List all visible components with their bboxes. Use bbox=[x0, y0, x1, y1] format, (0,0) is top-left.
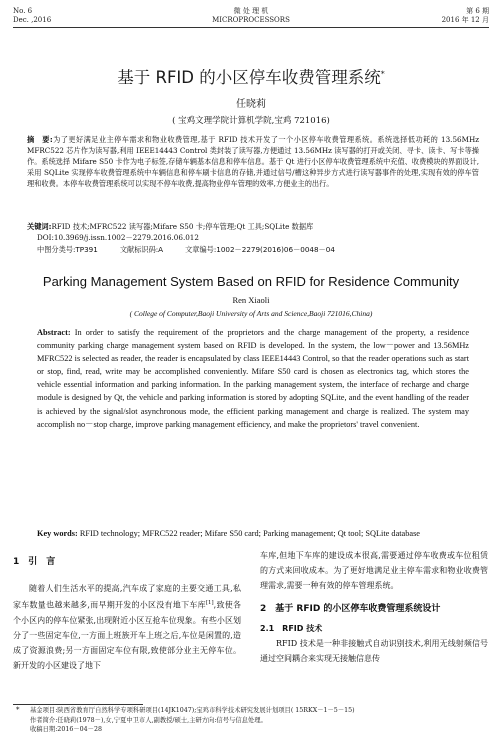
footnote-author-bio: 作者简介:任晓莉(1978－),女,宁夏中卫市人,副教授/硕士,主研方向:信号与信息处理。 bbox=[30, 716, 267, 724]
doi: DOI:10.3969/j.issn.1002－2279.2016.06.012 bbox=[37, 233, 199, 242]
footnote-received-date: 收稿日期:2016－04－28 bbox=[30, 726, 102, 733]
paper-title-cn bbox=[0, 64, 502, 88]
keywords-en bbox=[37, 527, 469, 540]
footnote-divider bbox=[13, 704, 143, 705]
clc-number: 中图分类号:TP391 bbox=[37, 245, 98, 254]
header-journal-en: MICROPROCESSORS bbox=[212, 16, 290, 24]
keywords-cn-label: 关键词: bbox=[27, 222, 52, 231]
affiliation-cn: ( 宝鸡文理学院计算机学院,宝鸡 721016) bbox=[172, 116, 330, 126]
footnote bbox=[30, 706, 485, 735]
section-2-1-text: RFID 技术是一种非接触式自动识别技术,利用无线射频信号通过空间耦合来实现无接触信息传 bbox=[260, 639, 488, 663]
article-number: 文章编号:1002－2279(2016)06－0048－04 bbox=[185, 245, 335, 254]
paper-title-cn-text: 基于 RFID 的小区停车收费管理系统 bbox=[117, 68, 381, 87]
keywords-en-text: RFID technology; MFRC522 reader; Mifare S50 card; Parking management; Qt tool; SQLite database bbox=[79, 529, 420, 538]
paper-title-en: Parking Management System Based on RFID for Residence Community bbox=[42, 274, 460, 289]
abstract-cn-text: 为了更好满足业主停车需求和物业收费管理,基于 RFID 技术开发了一个小区停车收费管理系统。系统选择低功耗的 13.56MHz MFRC522 芯片作为读写器,利用 IEEE14443 Control 类封装了读写器,方便通过 13.56MHz 读写器的打开或关闭、寻卡、读卡、写卡等操作。系统选择 Mifare S50 卡作为电子标签,存储车辆基本信息和停车信息。基于 Qt 进行小区停车收费管理系统中充值、收费模块的界面设计,采用 SQLite 实现停车收费管理系统中车辆信息和停车刷卡信息的存储,并通过信号/槽这种异步方式进行读写器事件的处理,实现有效的停车管理和收费。本停车收费管理系统可以实现不停车收费,提高物业停车管理的效率,方便业主的出行。 bbox=[27, 135, 480, 188]
section-2-1-title: 2.1 RFID 技术 bbox=[260, 624, 323, 633]
section-2-title: 2 基于 RFID 的小区停车收费管理系统设计 bbox=[260, 604, 441, 614]
section-1-paragraph bbox=[13, 581, 241, 673]
section-1-text-b: ,致使各个小区内的停车位紧张,出现附近小区互抢车位现象。有些小区划分了一些固定车位,一方面上班族开车上班之后,车位是闲置的,造成了资源浪费;另一方面固定车位有限,致使部分业主无停车位。新开发的小区建设了地下 bbox=[13, 600, 242, 670]
abstract-en-label: Abstract: bbox=[37, 328, 71, 337]
author-cn: 任晓莉 bbox=[236, 99, 266, 110]
author-en: Ren Xiaoli bbox=[232, 295, 270, 305]
left-column bbox=[13, 581, 241, 673]
header-issue-date: Dec. ,2016 bbox=[13, 16, 52, 24]
header-issue-date-cn: 2016 年 12 月 bbox=[441, 16, 489, 24]
section-1-continued: 车库,但地下车库的建设成本很高,需要通过停车收费或车位租赁的方式来回收成本。为了更好地满足业主停车需求和物业收费管理需求,需要一种有效的停车管理系统。 bbox=[260, 551, 488, 590]
header-issue-cn bbox=[442, 7, 489, 25]
keywords-cn bbox=[27, 221, 479, 232]
section-1-title: 1 引 言 bbox=[13, 557, 56, 567]
right-column bbox=[260, 548, 488, 666]
header-issue-number-cn: 第 6 期 bbox=[466, 7, 489, 15]
abstract-cn bbox=[27, 134, 479, 189]
abstract-cn-label: 摘 要: bbox=[27, 135, 53, 144]
footnote-mark: * bbox=[16, 706, 20, 714]
header-journal-cn: 微 处 理 机 bbox=[233, 7, 269, 15]
footnote-funding: 基金项目:陕西省教育厅自然科学专项科研项目(14JK1047);宝鸡市科学技术研究发展计划项目( 15RKX－1－5－15) bbox=[30, 707, 355, 714]
affiliation-en: ( College of Computer,Baoji University of Arts and Science,Baoji 721016,China) bbox=[129, 309, 373, 318]
abstract-en bbox=[37, 326, 469, 431]
citation-1[interactable]: [1] bbox=[205, 600, 214, 606]
header-issue-number: No. 6 bbox=[13, 7, 33, 15]
document-code: 文献标识码:A bbox=[119, 245, 164, 254]
keywords-en-label: Key words: bbox=[37, 529, 78, 538]
header-journal bbox=[0, 7, 502, 25]
keywords-cn-text: RFID 技术;MFRC522 读写器;Mifare S50 卡;停车管理;Qt 工具;SQLite 数据库 bbox=[51, 222, 314, 231]
header-divider bbox=[13, 27, 489, 28]
classification bbox=[37, 245, 477, 255]
section-1-text-a: 随着人们生活水平的提高,汽车成了家庭的主要交通工具,私家车数量也越来越多,而早期开发的小区没有地下车库 bbox=[13, 584, 241, 610]
abstract-en-text: In order to satisfy the requirement of the proprietors and the charge management of the property, a residence community parking charge management system based on RFID is developed. In the system, the low－power and 13.56MHz MFRC522 is selected as reader, the reader is encapsulated by class IEEE14443 Control, so that the reader operations such as start or stop, find, read, write may be accomplished conveniently. Mifare S50 card is chosen as electronics tag, which stores the vehicle essential information and parking information. In the parking management system, the interface of recharge and charge module is designed by Qt, the vehicle and parking information is stored by adopting SQLite, and the event handling of the reader is achieved by the signal/slot asynchronous mode, the efficient parking management and charge is realized. The system may accomplish no－stop charge, improve parking management efficiency, and make the proprietors' travel convenient. bbox=[37, 328, 470, 429]
paper-title-mark: * bbox=[380, 69, 385, 79]
